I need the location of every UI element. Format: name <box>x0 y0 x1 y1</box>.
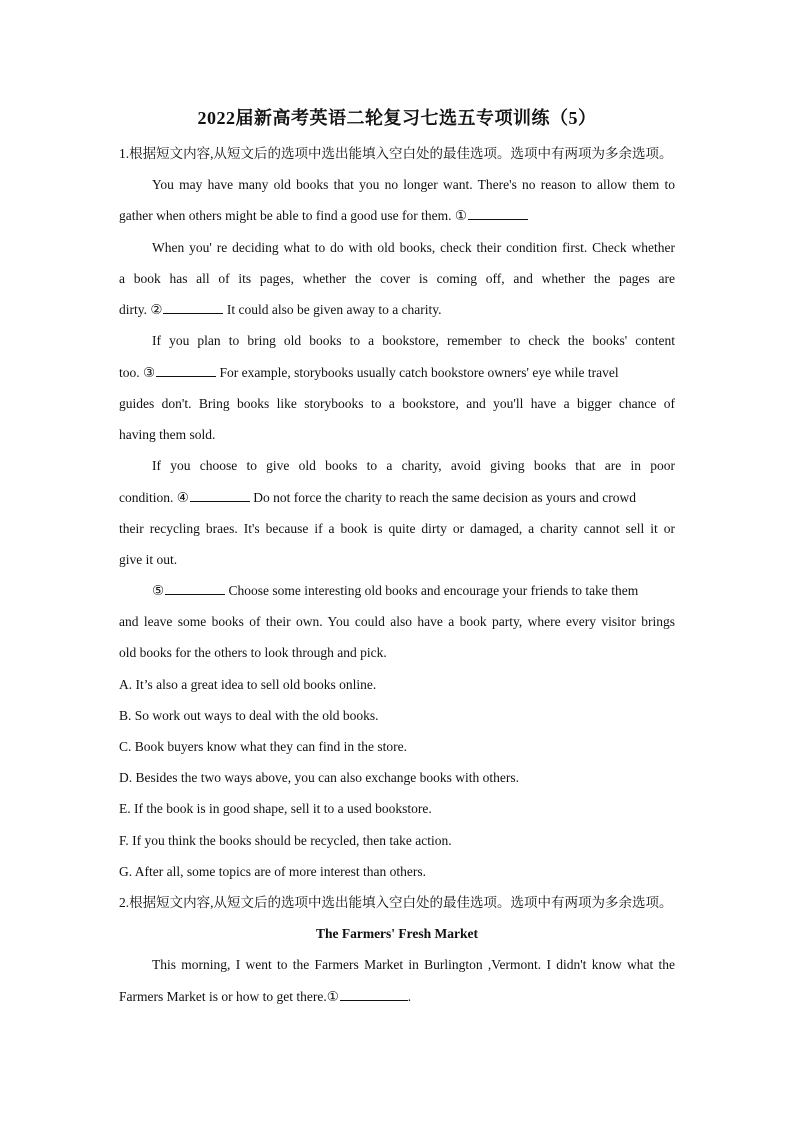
q1-p4-line2 <box>119 489 675 507</box>
q2-p1-line2-start: Farmers Market is or how to get there.① <box>119 989 339 1004</box>
answer-blank-q2-1[interactable] <box>340 988 408 1001</box>
q1-p5-line1 <box>152 582 675 600</box>
q1-p1-line1: You may have many old books that you no longer want. There's no reason to allow them to <box>152 177 675 192</box>
q1-p5-line1-end: Choose some interesting old books and encourage your friends to take them <box>225 583 639 598</box>
option-g: G. After all, some topics are of more interest than others. <box>119 864 427 879</box>
option-a: A. It’s also a great idea to sell old books online. <box>119 677 377 692</box>
answer-blank-4[interactable] <box>190 489 250 502</box>
answer-blank-3[interactable] <box>156 364 216 377</box>
q2-p1-line1: This morning, I went to the Farmers Market in Burlington ,Vermont. I didn't know what the <box>152 957 675 972</box>
q1-p4-line3: their recycling braes. It's because if a book is quite dirty or damaged, a charity cannot sell it or <box>119 521 675 536</box>
q2-instruction: 2.根据短文内容,从短文后的选项中选出能填入空白处的最佳选项。选项中有两项为多余选项。 <box>119 895 673 910</box>
q1-p3-line4: having them sold. <box>119 427 216 442</box>
q1-p2-line3-start: dirty. ② <box>119 302 163 317</box>
q1-p4-line4: give it out. <box>119 552 178 567</box>
answer-blank-5[interactable] <box>165 582 225 595</box>
page-title: 2022届新高考英语二轮复习七选五专项训练（5） <box>197 108 597 128</box>
q1-p4-line2-start: condition. ④ <box>119 490 189 505</box>
q1-p3-line2-end: For example, storybooks usually catch bookstore owners' eye while travel <box>216 365 619 380</box>
q2-p1-line2 <box>119 988 675 1006</box>
q1-p1-line2-text: gather when others might be able to find a good use for them. ① <box>119 208 468 223</box>
q1-p5-line1-start: ⑤ <box>152 583 165 598</box>
q1-p4-line2-end: Do not force the charity to reach the same decision as yours and crowd <box>249 490 636 505</box>
q1-p3-line3: guides don't. Bring books like storybooks to a bookstore, and you'll have a bigger chance of <box>119 396 675 411</box>
option-d: D. Besides the two ways above, you can also exchange books with others. <box>119 770 520 785</box>
q1-p3-line2 <box>119 364 675 382</box>
q1-p2-line3 <box>119 301 675 319</box>
q1-p5-line3: old books for the others to look through and pick. <box>119 645 387 660</box>
option-e: E. If the book is in good shape, sell it to a used bookstore. <box>119 801 432 816</box>
answer-blank-1[interactable] <box>468 207 528 220</box>
q1-p5-line2: and leave some books of their own. You could also have a book party, where every visitor brings <box>119 614 675 629</box>
q1-p2-line2: a book has all of its pages, whether the cover is coming off, and whether the pages are <box>119 271 675 286</box>
q1-p3-line1: If you plan to bring old books to a bookstore, remember to check the books' content <box>152 333 675 348</box>
option-b: B. So work out ways to deal with the old books. <box>119 708 379 723</box>
q1-instruction: 1.根据短文内容,从短文后的选项中选出能填入空白处的最佳选项。选项中有两项为多余选项。 <box>119 146 673 161</box>
q2-heading: The Farmers' Fresh Market <box>315 926 479 941</box>
q1-p2-line1: When you' re deciding what to do with old books, check their condition first. Check whether <box>152 240 675 255</box>
q1-p4-line1: If you choose to give old books to a charity, avoid giving books that are in poor <box>152 458 675 473</box>
q1-p1-line2 <box>119 207 675 225</box>
q2-p1-line2-end: . <box>407 989 412 1004</box>
q1-p2-line3-end: It could also be given away to a charity. <box>223 302 442 317</box>
option-f: F. If you think the books should be recycled, then take action. <box>119 833 452 848</box>
answer-blank-2[interactable] <box>163 301 223 314</box>
option-c: C. Book buyers know what they can find in the store. <box>119 739 407 754</box>
q1-p3-line2-start: too. ③ <box>119 365 156 380</box>
